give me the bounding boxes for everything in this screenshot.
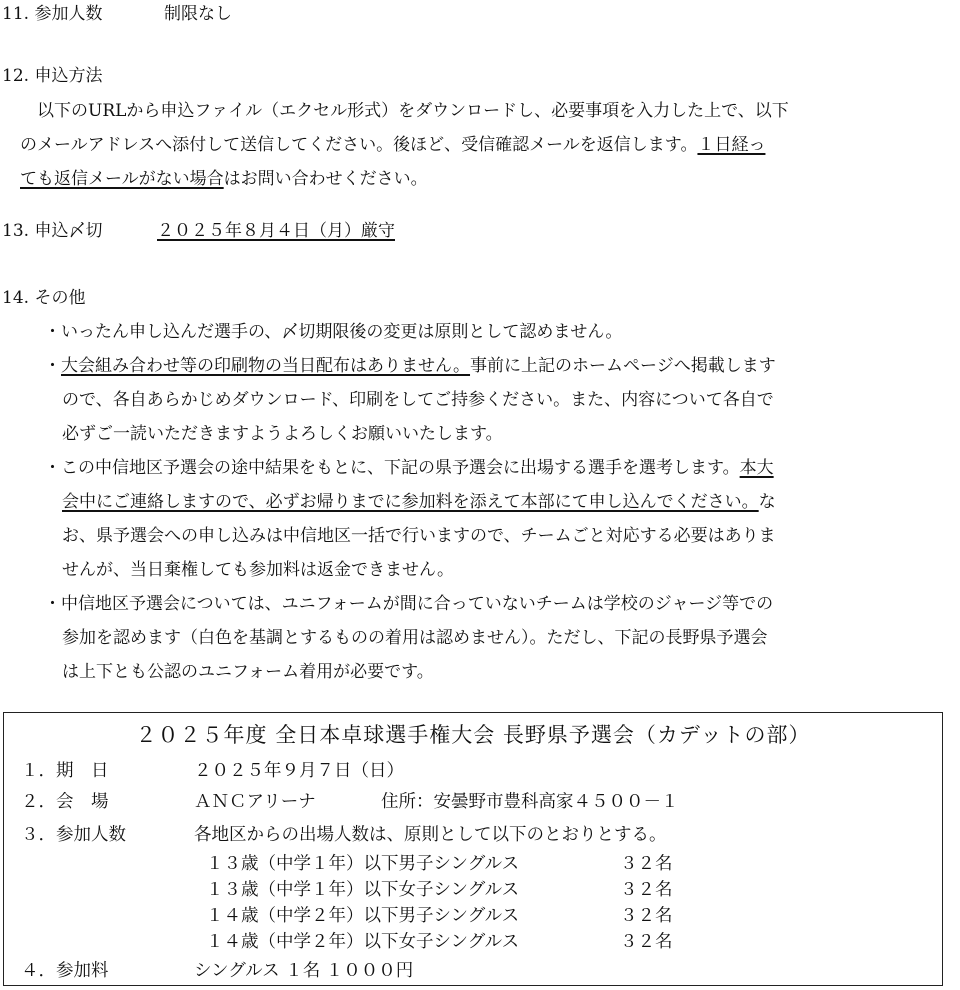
category-name: １４歳（中学２年）以下女子シングルス: [206, 932, 520, 952]
item-14-bullet-3-underlined: 会中にご連絡しますので、必ずお帰りまでに参加料を添えて本部にて申し込んでください。: [62, 492, 759, 512]
category-count: ３２名: [620, 932, 673, 952]
item-12-line3-underlined: ても返信メールがない場合: [20, 169, 224, 189]
item-14-bullet-3-line1: [44, 456, 774, 480]
category-row: [4, 904, 942, 928]
venue-label: ２．会 場: [21, 792, 109, 812]
item-12-line3-text: はお問い合わせください。: [223, 169, 428, 189]
category-row: [4, 878, 942, 902]
category-row: [4, 930, 942, 954]
category-count: ３２名: [620, 906, 673, 926]
category-row: [4, 852, 942, 876]
category-count: ３２名: [620, 880, 673, 900]
category-name: １３歳（中学１年）以下女子シングルス: [206, 880, 520, 900]
item-14-bullet-4-line2: 参加を認めます（白色を基調とするものの着用は認めません）。ただし、下記の長野県予選会: [62, 628, 768, 648]
item-13-label: 13. 申込〆切: [2, 221, 103, 241]
box-row-fee: [4, 959, 942, 983]
category-count: ３２名: [620, 854, 673, 874]
date-value: ２０２５年９月７日（日）: [194, 761, 404, 781]
item-12-line3: [20, 167, 428, 191]
item-12-line2-underlined: １日経っ: [697, 135, 766, 155]
item-14-bullet-2-line2: ので、各自あらかじめダウンロード、印刷をしてご持参ください。また、内容について各自で: [62, 390, 774, 410]
item-14-bullet-2-line3: 必ずご一読いただきますようよろしくお願いいたします。: [62, 424, 503, 444]
category-name: １３歳（中学１年）以下男子シングルス: [206, 854, 520, 874]
item-14-bullet-3-text: ・この中信地区予選会の途中結果をもとに、下記の県予選会に出場する選手を選考します。: [44, 458, 740, 478]
item-14-bullet-3-line3: お、県予選会への申し込みは中信地区一括で行いますので、チームごと対応する必要はありま: [62, 526, 776, 546]
item-11-value: 制限なし: [164, 4, 232, 24]
item-14-bullet-3-line4: せんが、当日棄権しても参加料は返金できません。: [62, 560, 455, 580]
prefectural-tournament-box: [3, 712, 943, 986]
category-name: １４歳（中学２年）以下男子シングルス: [206, 906, 520, 926]
item-14-bullet-3-line2: [62, 490, 776, 514]
item-12-label: 12. 申込方法: [2, 66, 103, 86]
item-14-bullet-4-line3: は上下とも公認のユニフォーム着用が必要です。: [62, 662, 434, 682]
item-14-bullet-1: ・いったん申し込んだ選手の、〆切期限後の変更は原則として認めません。: [44, 322, 623, 342]
item-11: [2, 2, 102, 26]
item-14-bullet-2-rest: 事前に上記のホームページへ掲載します: [470, 356, 776, 376]
item-14-bullet-2-line1: [44, 354, 776, 378]
box-title: ２０２５年度 全日本卓球選手権大会 長野県予選会（カデットの部）: [135, 723, 811, 747]
venue-address: 住所：安曇野市豊科高家４５００－１: [381, 792, 679, 812]
item-11-label: 11. 参加人数: [2, 4, 103, 24]
venue-value: ＡＮＣアリーナ: [194, 792, 316, 812]
item-14-bullet-2-underlined: 大会組み合わせ等の印刷物の当日配布はありません。: [61, 356, 471, 376]
bullet-mark: ・: [44, 356, 61, 376]
box-row-participants: [4, 823, 942, 847]
deadline-date: ２０２５年８月４日（月）厳守: [157, 221, 395, 241]
item-14-label: 14. その他: [2, 288, 86, 308]
item-14-bullet-3-underlined-start: 本大: [739, 458, 774, 478]
item-14-bullet-4-line1: ・中信地区予選会については、ユニフォームが間に合っていないチームは学校のジャージ等での: [44, 594, 774, 614]
item-14-bullet-3-tail: な: [758, 492, 776, 512]
fee-value: シングルス １名 １０００円: [194, 961, 414, 981]
item-12-line2-text: のメールアドレスへ添付して送信してください。後ほど、受信確認メールを返信します。: [20, 135, 698, 155]
item-13-value: [157, 219, 395, 243]
date-label: １．期 日: [21, 761, 109, 781]
item-12-line1: 以下のURLから申込ファイル（エクセル形式）をダウンロードし、必要事項を入力した上で、以下: [37, 101, 789, 121]
box-row-venue: [4, 790, 942, 814]
item-12-line2: [20, 133, 765, 157]
fee-label: ４．参加料: [21, 961, 109, 981]
participants-value: 各地区からの出場人数は、原則として以下のとおりとする。: [194, 825, 667, 845]
box-row-date: [4, 759, 942, 783]
participants-label: ３．参加人数: [21, 825, 126, 845]
